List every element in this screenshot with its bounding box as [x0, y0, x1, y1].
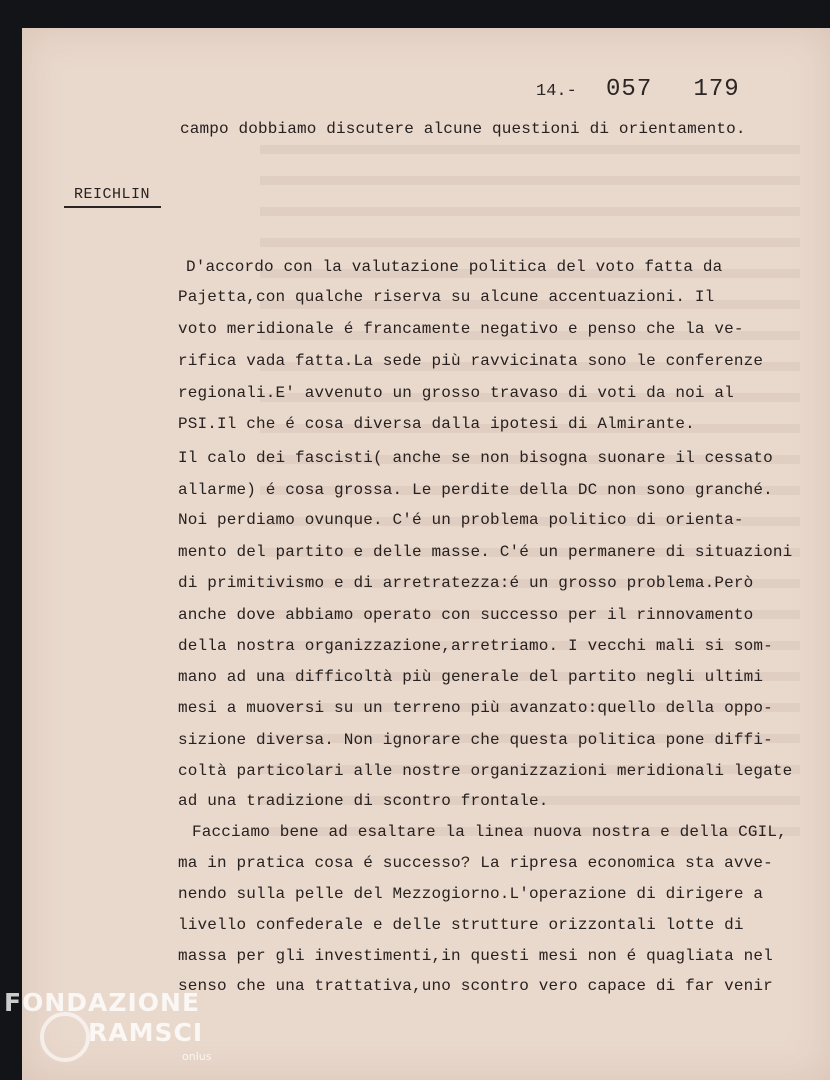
text-line: mano ad una difficoltà più generale del partito negli ultimi — [178, 668, 764, 686]
text-line: mento del partito e delle masse. C'é un permanere di situazioni — [178, 543, 793, 561]
text-line: D'accordo con la valutazione politica del voto fatta da — [186, 258, 723, 276]
text-line: mesi a muoversi su un terreno più avanzato:quello della oppo- — [178, 699, 773, 717]
text-line: rifica vada fatta.La sede più ravvicinata sono le conferenze — [178, 352, 764, 370]
page-number-main: 057 — [606, 76, 653, 103]
text-line: ma in pratica cosa é successo? La ripresa economica sta avve- — [178, 854, 773, 872]
speaker-name: REICHLIN — [74, 186, 151, 203]
text-line: anche dove abbiamo operato con successo per il rinnovamento — [178, 606, 754, 624]
page-number-prefix: 14.- — [536, 82, 577, 101]
text-line: senso che una trattativa,uno scontro vero capace di far venir — [178, 977, 773, 995]
intro-line: campo dobbiamo discutere alcune questioni di orientamento. — [180, 120, 746, 138]
text-line: Noi perdiamo ovunque. C'é un problema politico di orienta- — [178, 511, 744, 529]
page-number-sub: 179 — [693, 76, 740, 103]
text-line: Pajetta,con qualche riserva su alcune accentuazioni. Il — [178, 288, 715, 306]
page-number — [536, 76, 768, 103]
text-line: nendo sulla pelle del Mezzogiorno.L'operazione di dirigere a — [178, 885, 764, 903]
watermark-g-icon — [40, 1012, 90, 1062]
foundation-watermark-logo — [4, 988, 214, 1068]
text-line: Facciamo bene ad esaltare la linea nuova nostra e della CGIL, — [192, 823, 787, 841]
text-line: coltà particolari alle nostre organizzazioni meridionali legate — [178, 762, 793, 780]
text-line: PSI.Il che é cosa diversa dalla ipotesi di Almirante. — [178, 415, 695, 433]
text-line: Il calo dei fascisti( anche se non bisogna suonare il cessato — [178, 449, 773, 467]
text-line: livello confederale e delle strutture orizzontali lotte di — [178, 916, 744, 934]
text-line: regionali.E' avvenuto un grosso travaso di voti da noi al — [178, 384, 734, 402]
text-line: allarme) é cosa grossa. Le perdite della DC non sono granché. — [178, 481, 773, 499]
text-line: sizione diversa. Non ignorare che questa politica pone diffi- — [178, 731, 773, 749]
watermark-line3: onlus — [182, 1050, 212, 1063]
text-line: di primitivismo e di arretratezza:é un grosso problema.Però — [178, 574, 754, 592]
watermark-line2: RAMSCI — [88, 1018, 204, 1047]
text-line: voto meridionale é francamente negativo e penso che la ve- — [178, 320, 744, 338]
text-line: massa per gli investimenti,in questi mesi non é quagliata nel — [178, 947, 773, 965]
speaker-underline — [64, 206, 161, 208]
watermark-line1: FONDAZIONE — [4, 988, 201, 1017]
text-line: ad una tradizione di scontro frontale. — [178, 792, 549, 810]
text-line: della nostra organizzazione,arretriamo. I vecchi mali si som- — [178, 637, 773, 655]
